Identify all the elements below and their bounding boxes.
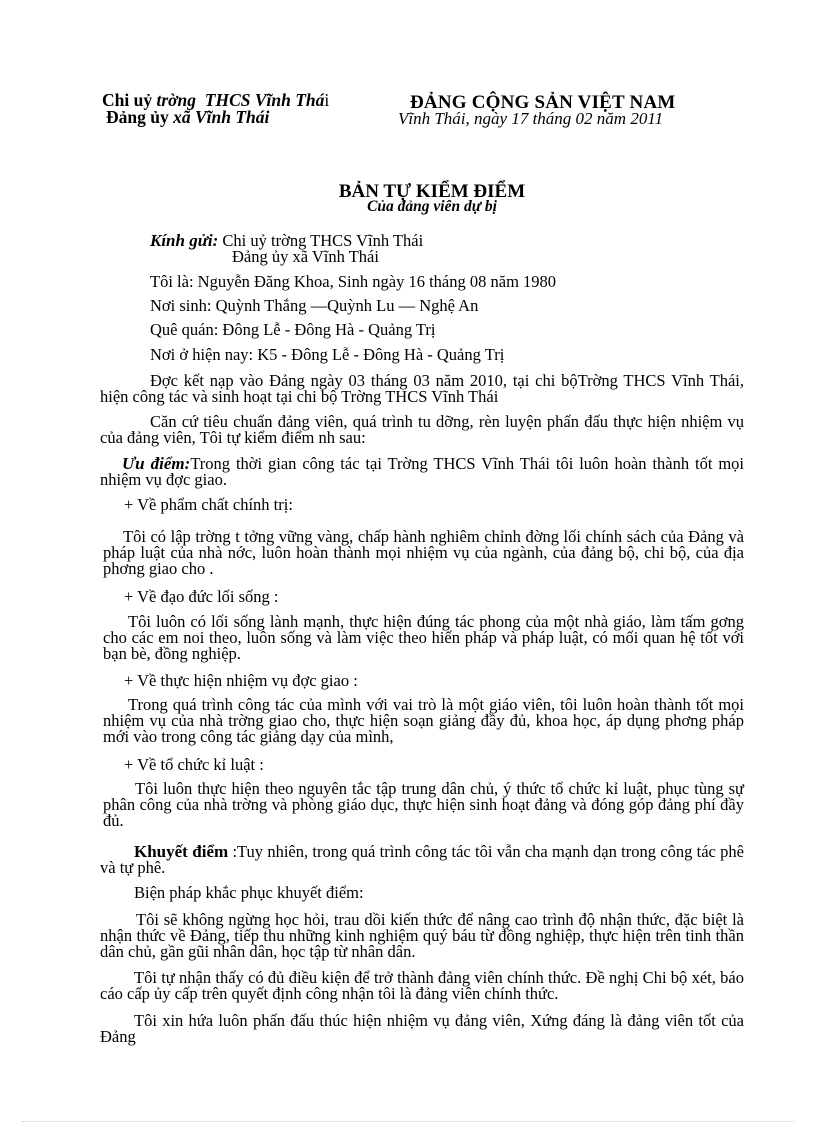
party-cell-suffix: i [324,90,330,110]
strengths-label: Ưu điểm: [122,454,191,473]
weakness-paragraph [100,844,744,876]
discipline-heading: + Về tổ chức kỉ luật : [124,755,264,774]
name-and-birthdate: Tôi là: Nguyễn Đăng Khoa, Sinh ngày 16 tháng 08 năm 1980 [150,272,557,291]
recipient-line-1: Chi uỷ trờng THCS Vĩnh Thái [222,231,424,250]
document-date: Vĩnh Thái, ngày 17 tháng 02 năm 2011 [398,109,664,128]
politics-heading: + Về phẩm chất chính trị: [124,495,293,514]
recipient-label: Kính gửi: [150,231,219,250]
ethics-paragraph: Tôi luôn có lối sống lành mạnh, thực hiện đúng tác phong của một nhà giáo, làm tấm gơng cho các em noi theo, luôn sống và làm việc theo hiến pháp và pháp luật, có mối quan hệ tốt với bạn bè, đồng nghiệp. [103,612,744,663]
commune-name: xã Vĩnh Thái [173,107,270,127]
commune-party-committee [106,109,269,127]
duties-paragraph: Trong quá trình công tác của mình với vai trò là một giáo viên, tôi luôn hoàn thành tốt mọi nhiệm vụ của nhà trờng giao cho, thực hiện soạn giảng đầy đủ, khoa học, áp dụng phơng pháp mới vào trong công tác giảng dạy của mình, [103,695,744,746]
duties-heading: + Về thực hiện nhiệm vụ đợc giao : [124,671,358,690]
weakness-label: Khuyết điểm [134,842,229,861]
birthplace: Nơi sinh: Quỳnh Thắng —Quỳnh Lu — Nghệ An [150,296,479,315]
recipient-line-2: Đảng ủy xã Vĩnh Thái [232,247,379,266]
strengths-paragraph [100,456,744,488]
admission-paragraph: Đợc kết nạp vào Đảng ngày 03 tháng 03 năm 2010, tại chi bộTrờng THCS Vĩnh Thái, hiện công tác và sinh hoạt tại chi bộ Trờng THCS Vĩnh Thái [100,371,744,406]
strengths-text: Trong thời gian công tác tại Trờng THCS Vĩnh Thái tôi luôn hoàn thành tốt mọi nhiệm vụ đợc giao. [100,454,744,489]
commune-prefix: Đảng ủy [106,107,169,127]
remedy-paragraph: Tôi sẽ không ngừng học hỏi, trau dồi kiến thức để nâng cao trình độ nhận thức, đặc biệt là nhận thức về Đảng, tiếp thu những kinh nghiệm quý báu từ đồng nghiệp, thực hiện trên tinh thần dân chủ, gần gũi nhân dân, học tập từ nhân dân. [100,910,744,961]
basis-paragraph: Căn cứ tiêu chuẩn đảng viên, quá trình tu dỡng, rèn luyện phấn đấu thực hiện nhiệm vụ của đảng viên, Tôi tự kiểm điểm nh sau: [100,412,744,447]
remedy-heading: Biện pháp khắc phục khuyết điểm: [134,883,364,902]
current-residence: Nơi ở hiện nay: K5 - Đông Lễ - Đông Hà - Quảng Trị [150,345,505,364]
pledge-paragraph: Tôi xin hứa luôn phấn đấu thúc hiện nhiệm vụ đảng viên, Xứng đáng là đảng viên tốt của Đảng [100,1011,744,1046]
party-cell-prefix: Chi uỷ [102,90,153,110]
politics-paragraph: Tôi có lập trờng t tởng vững vàng, chấp hành nghiêm chỉnh đờng lối chính sách của Đảng và pháp luật của nhà nớc, luôn hoàn thành mọi nhiệm vụ của ngành, của đảng bộ, chi bộ, của địa phơng giao cho . [103,527,744,578]
party-name: ĐẢNG CỘNG SẢN VIỆT NAM [410,92,676,113]
party-cell-school: THCS Vĩnh Thá [204,90,325,110]
request-paragraph: Tôi tự nhận thấy có đủ điều kiện để trở thành đảng viên chính thức. Đề nghị Chi bộ xét, báo cáo cấp ủy cấp trên quyết định công nhận tôi là đảng viên chính thức. [100,968,744,1003]
document-subtitle: Của đảng viên dự bị [367,198,497,215]
hometown: Quê quán: Đông Lễ - Đông Hà - Quảng Trị [150,320,436,339]
discipline-paragraph: Tôi luôn thực hiện theo nguyên tắc tập trung dân chủ, ý thức tổ chức kỉ luật, phục tùng sự phân công của nhà trờng và phòng giáo dục, thực hiện sinh hoạt đảng và đóng góp đảng phí đầy đủ. [103,779,744,830]
ethics-heading: + Về đạo đức lối sống : [124,587,279,606]
weakness-text: :Tuy nhiên, trong quá trình công tác tôi vẫn cha mạnh dạn trong công tác phê và tự phê. [100,842,744,877]
page-bottom-border [22,1121,794,1122]
document-title: BẢN TỰ KIỂM ĐIỂM [338,181,526,202]
party-cell-school-word: trờng [156,90,197,110]
